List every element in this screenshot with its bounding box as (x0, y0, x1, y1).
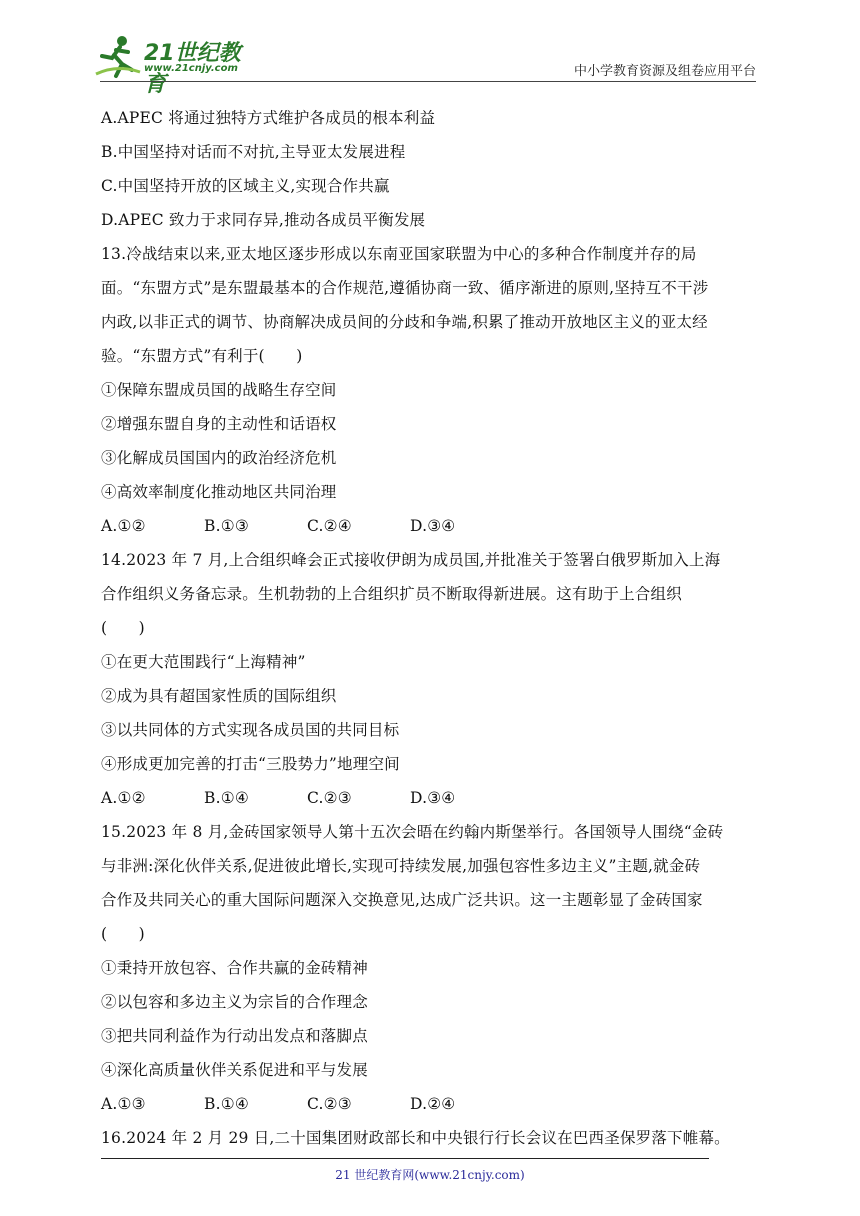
answer-option: C.②④ (307, 517, 352, 535)
text-line: ④深化高质量伙伴关系促进和平与发展 (101, 1061, 368, 1079)
answer-options (101, 781, 763, 815)
text-line: A.APEC 将通过独特方式维护各成员的根本利益 (101, 109, 436, 127)
text-line: D.APEC 致力于求同存异,推动各成员平衡发展 (101, 211, 426, 229)
text-line: ③把共同利益作为行动出发点和落脚点 (101, 1027, 368, 1045)
text-line: B.中国坚持对话而不对抗,主导亚太发展进程 (101, 143, 406, 161)
text-line: ③化解成员国国内的政治经济危机 (101, 449, 337, 467)
header-tagline: 中小学教育资源及组卷应用平台 (573, 64, 756, 79)
text-line: ④形成更加完善的打击“三股势力”地理空间 (101, 755, 400, 773)
text-line: 合作组织义务备忘录。生机勃勃的上合组织扩员不断取得新进展。这有助于上合组织 (101, 585, 682, 603)
answer-option: B.①③ (204, 517, 249, 535)
header-divider (100, 81, 756, 82)
text-line: ③以共同体的方式实现各成员国的共同目标 (101, 721, 400, 739)
text-line: 16.2024 年 2 月 29 日,二十国集团财政部长和中央银行行长会议在巴西圣保罗落下帷幕。 (101, 1129, 730, 1147)
text-line: 合作及共同关心的重大国际问题深入交换意见,达成广泛共识。这一主题彰显了金砖国家 (101, 891, 703, 909)
answer-option: A.①③ (101, 1095, 146, 1113)
text-line: C.中国坚持开放的区域主义,实现合作共赢 (101, 177, 390, 195)
page-footer: 21 世纪教育网(www.21cnjy.com) (335, 1168, 525, 1182)
answer-option: D.②④ (410, 1095, 456, 1113)
text-line: ①保障东盟成员国的战略生存空间 (101, 381, 337, 399)
text-line: 面。“东盟方式”是东盟最基本的合作规范,遵循协商一致、循序渐进的原则,坚持互不干涉 (101, 279, 709, 297)
text-line: 与非洲:深化伙伴关系,促进彼此增长,实现可持续发展,加强包容性多边主义”主题,就金砖 (101, 857, 701, 875)
answer-option: C.②③ (307, 1095, 352, 1113)
page-header (0, 0, 860, 97)
answer-option: D.③④ (410, 789, 456, 807)
document-body (101, 101, 763, 1155)
answer-options (101, 1087, 763, 1121)
text-line: ①在更大范围践行“上海精神” (101, 653, 306, 671)
text-line: 验。“东盟方式”有利于( ) (101, 347, 303, 365)
text-line: ②以包容和多边主义为宗旨的合作理念 (101, 993, 368, 1011)
logo-brand-text: 21世纪教育 (144, 41, 241, 97)
answer-options (101, 509, 763, 543)
text-line: ②增强东盟自身的主动性和话语权 (101, 415, 337, 433)
runner-icon (92, 34, 142, 80)
text-line: ④高效率制度化推动地区共同治理 (101, 483, 337, 501)
text-line: ②成为具有超国家性质的国际组织 (101, 687, 337, 705)
site-logo (92, 34, 262, 97)
text-line: 13.冷战结束以来,亚太地区逐步形成以东南亚国家联盟为中心的多种合作制度并存的局 (101, 245, 697, 263)
footer-divider (101, 1158, 709, 1159)
text-line: ( ) (101, 925, 145, 943)
text-line: 14.2023 年 7 月,上合组织峰会正式接收伊朗为成员国,并批准关于签署白俄罗斯加入上海 (101, 551, 721, 569)
answer-option: A.①② (101, 517, 146, 535)
logo-url-text: www.21cnjy.com (144, 63, 238, 74)
text-line: 内政,以非正式的调节、协商解决成员间的分歧和争端,积累了推动开放地区主义的亚太经 (101, 313, 708, 331)
answer-option: B.①④ (204, 1095, 249, 1113)
answer-option: B.①④ (204, 789, 249, 807)
answer-option: A.①② (101, 789, 146, 807)
text-line: 15.2023 年 8 月,金砖国家领导人第十五次会晤在约翰内斯堡举行。各国领导人围绕“金砖 (101, 823, 724, 841)
text-line: ( ) (101, 619, 145, 637)
text-line: ①秉持开放包容、合作共赢的金砖精神 (101, 959, 368, 977)
answer-option: D.③④ (410, 517, 456, 535)
answer-option: C.②③ (307, 789, 352, 807)
